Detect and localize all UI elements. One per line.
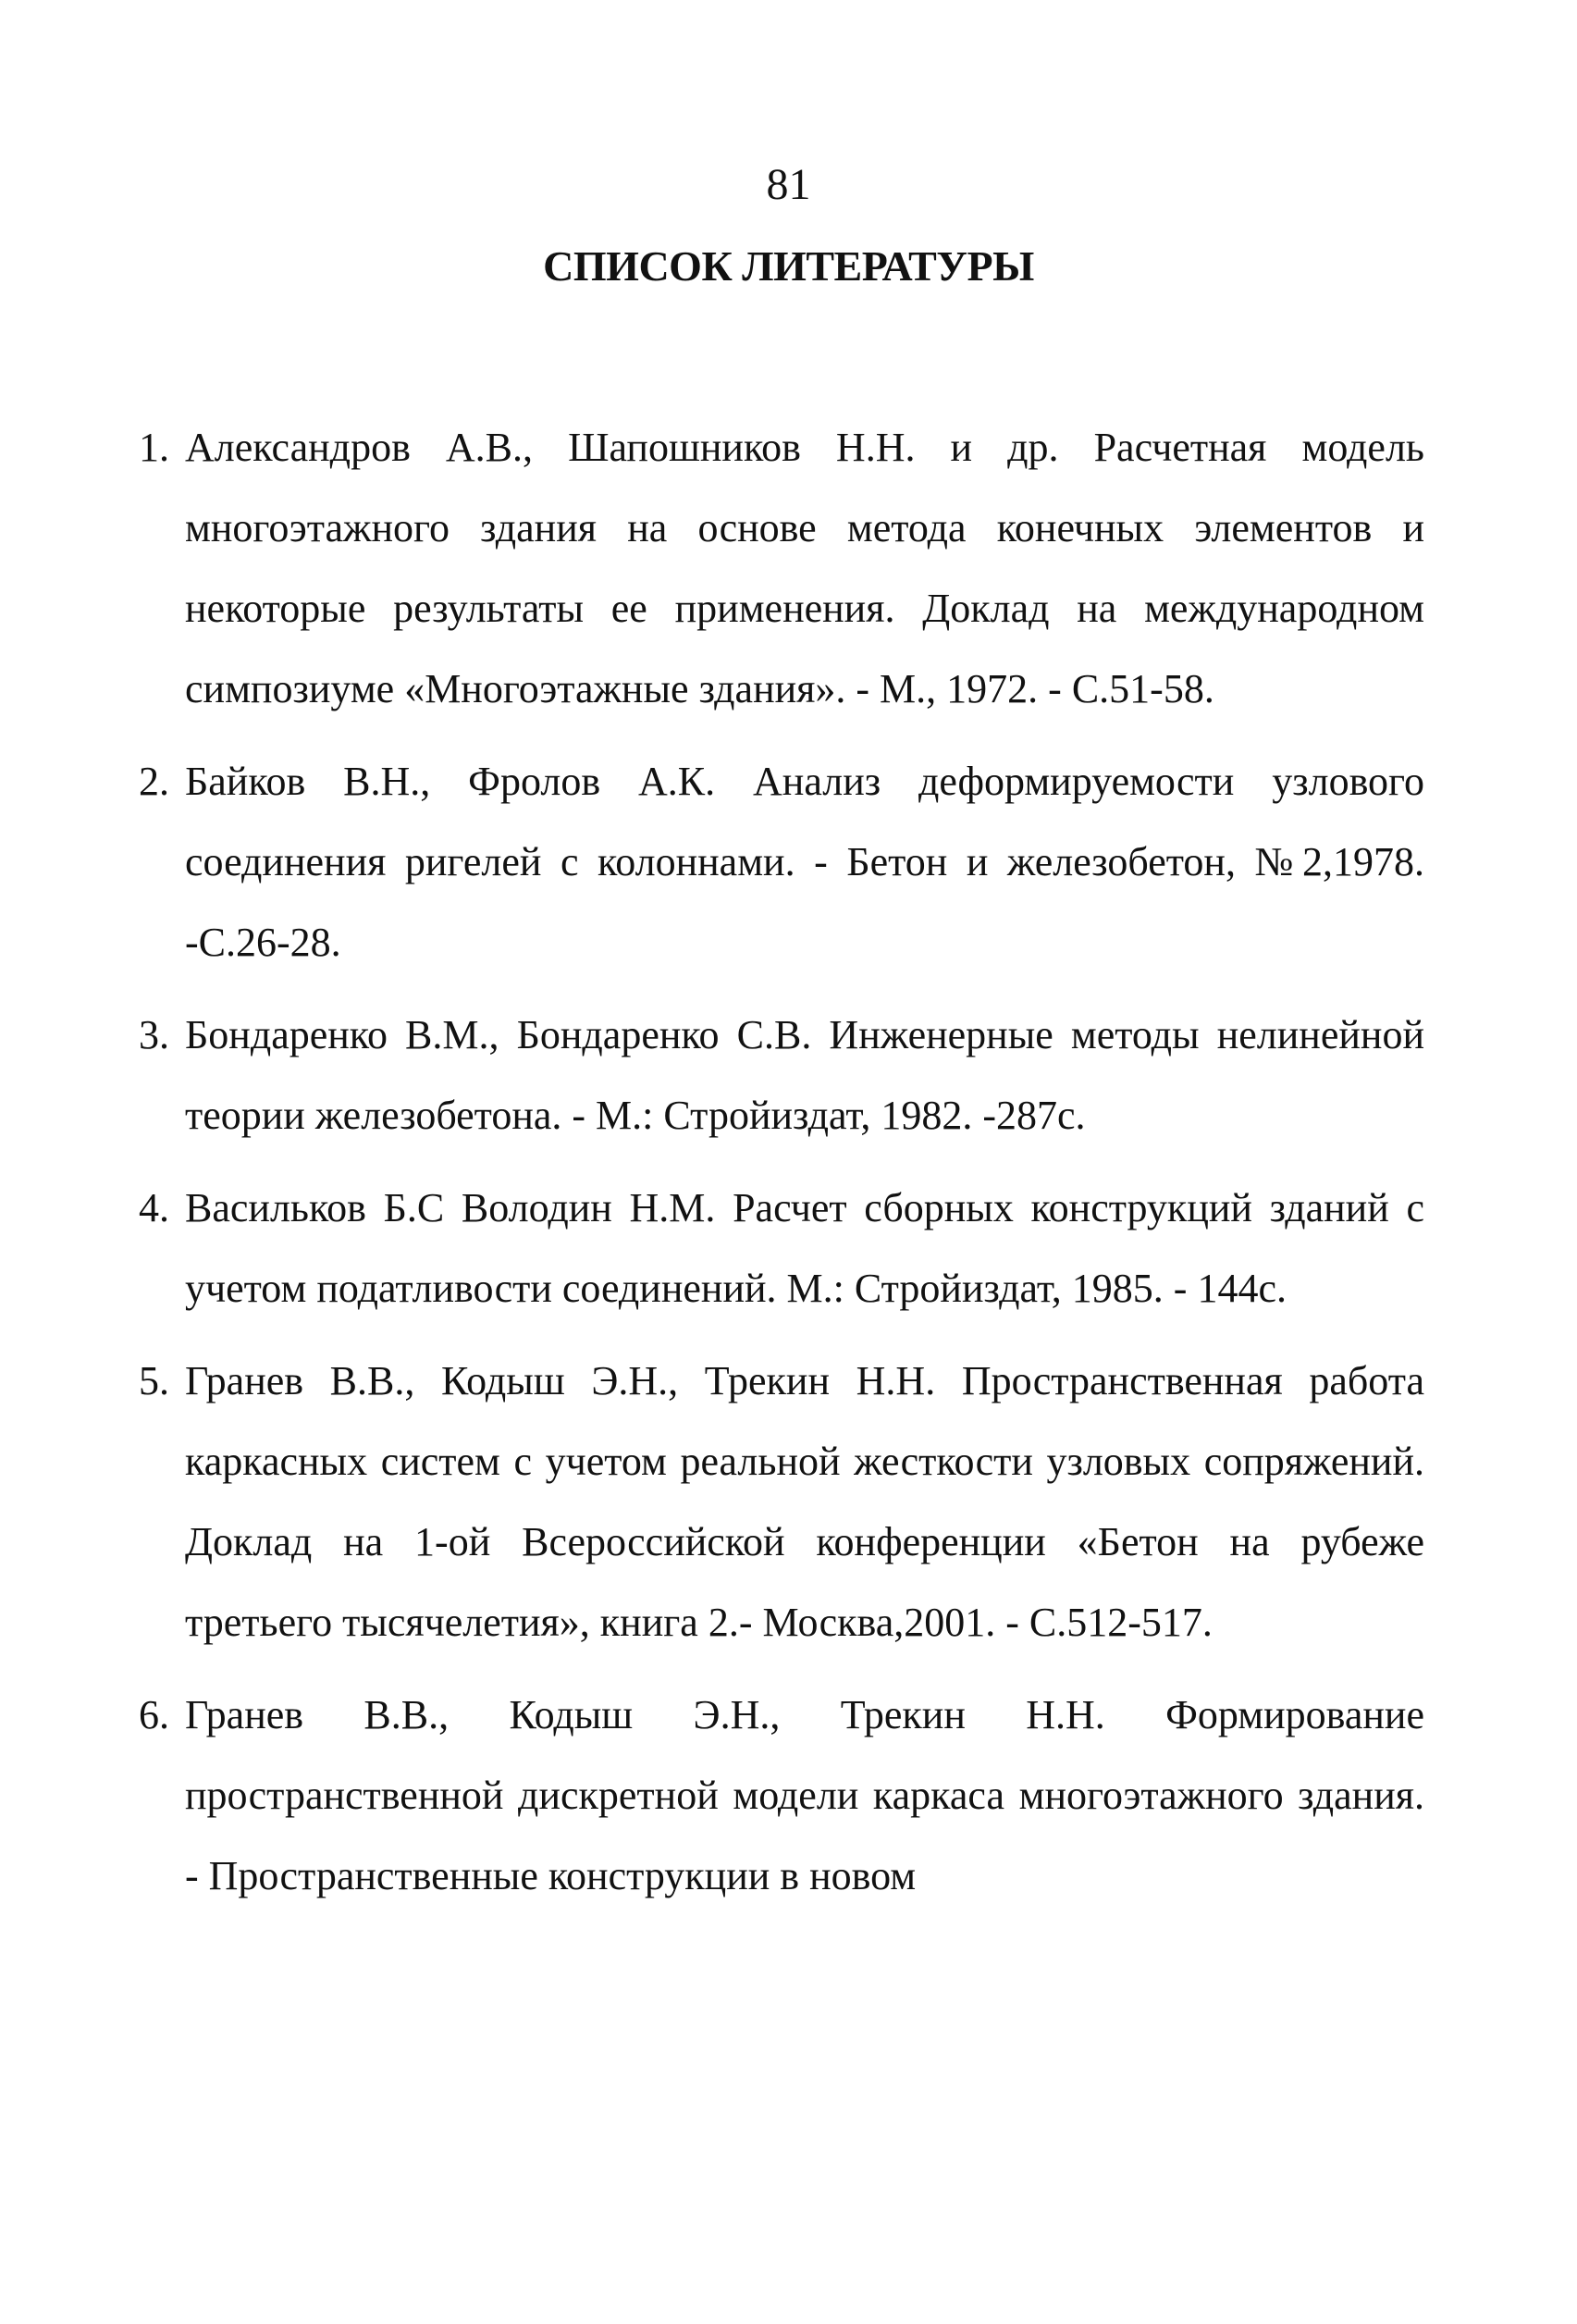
reference-item [139,407,1424,729]
reference-item [139,741,1424,983]
reference-item [139,995,1424,1156]
reference-item [139,1675,1424,1916]
reference-number: 6. [139,1692,169,1737]
reference-text: Гранев В.В., Кодыш Э.Н., Трекин Н.Н. Формирование пространственной дискретной модели каркаса многоэтажного здания. - Пространственные конструкции в новом [185,1692,1424,1898]
reference-number: 3. [139,1012,169,1057]
reference-text: Байков В.Н., Фролов А.К. Анализ деформируемости узлового соединения ригелей с колоннами. - Бетон и железобетон, №2,1978. -С.26-28. [185,759,1424,965]
reference-text: Гранев В.В., Кодыш Э.Н., Трекин Н.Н. Пространственная работа каркасных систем с учетом реальной жесткости узловых сопряжений. Доклад на 1-ой Всероссийской конференции «Бетон на рубеже третьего тысячелетия», книга 2.- Москва,2001. - С.512-517. [185,1358,1424,1645]
reference-text: Васильков Б.С Володин Н.М. Расчет сборных конструкций зданий с учетом податливости соединений. М.: Стройиздат, 1985. - 144с. [185,1185,1424,1311]
reference-item [139,1168,1424,1329]
reference-text: Александров А.В., Шапошников Н.Н. и др. Расчетная модель многоэтажного здания на основе метода конечных элементов и некоторые результаты ее применения. Доклад на международном симпозиуме «Многоэтажные здания». - М., 1972. - С.51-58. [185,425,1424,711]
reference-number: 5. [139,1358,169,1403]
reference-item [139,1341,1424,1663]
reference-number: 1. [139,425,169,470]
reference-number: 4. [139,1185,169,1230]
page-number: 81 [766,160,811,209]
reference-text: Бондаренко В.М., Бондаренко С.В. Инженерные методы нелинейной теории железобетона. - М.: Стройиздат, 1982. -287с. [185,1012,1424,1138]
page-title: СПИСОК ЛИТЕРАТУРЫ [543,242,1034,290]
reference-list [139,407,1424,1928]
reference-number: 2. [139,759,169,804]
